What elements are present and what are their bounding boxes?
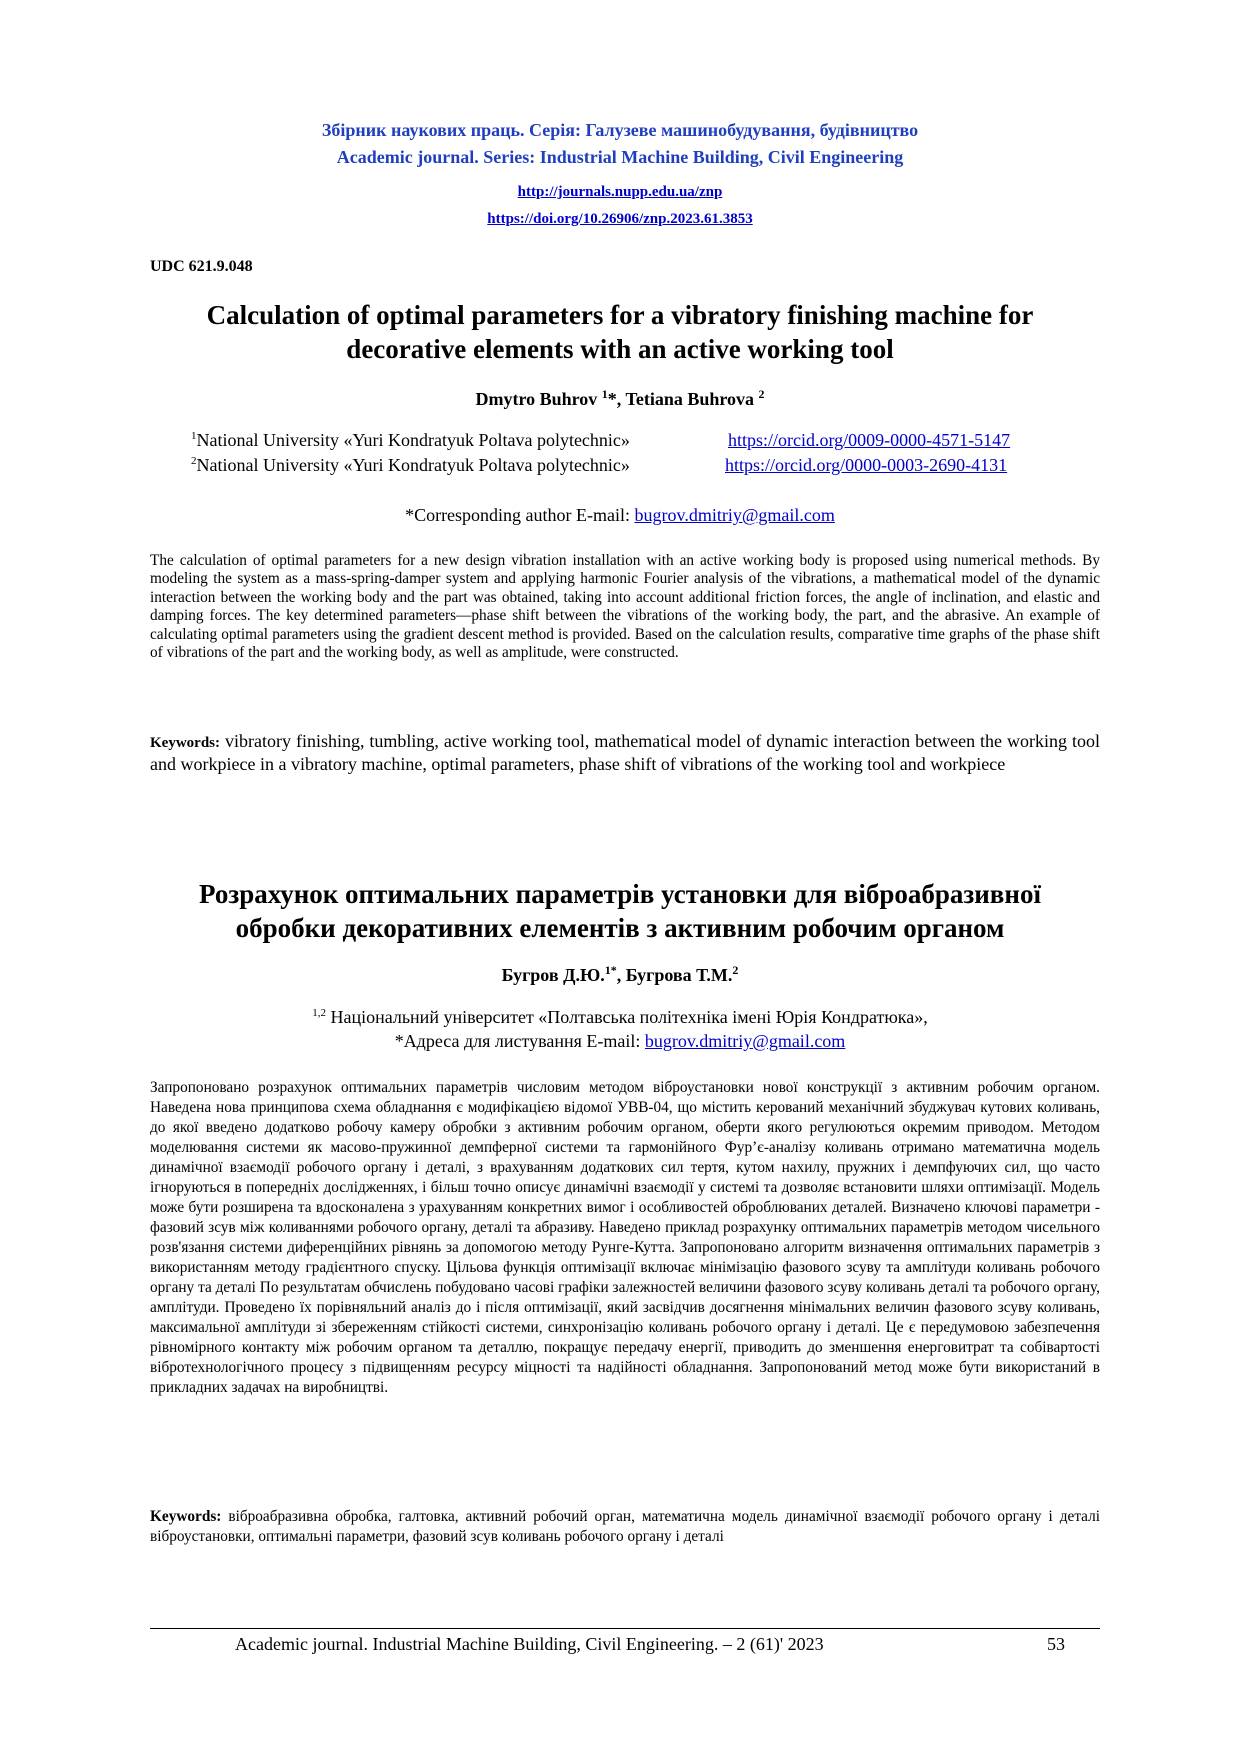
- ua-author-separator: ,: [616, 965, 622, 985]
- keywords-ua-label: Keywords:: [150, 1508, 222, 1525]
- journal-url-link[interactable]: http://journals.nupp.edu.ua/znp: [517, 184, 723, 200]
- keywords-en-text: vibratory finishing, tumbling, active working tool, mathematical model of dynamic interaction between the working tool and workpiece in a vibratory machine, optimal parameters, phase shift of vibrations of the working tool and workpiece: [150, 731, 1100, 774]
- corresponding-author-ua: [0, 1031, 1240, 1052]
- corresponding-author-en: [0, 505, 1240, 526]
- affiliation-2: [191, 455, 630, 476]
- corresponding-email-ua[interactable]: bugrov.dmitriy@gmail.com: [644, 1031, 846, 1051]
- corresponding-email-en[interactable]: bugrov.dmitriy@gmail.com: [634, 505, 835, 525]
- affiliation-1: [191, 430, 630, 451]
- affiliation-1-text: National University «Yuri Kondratyuk Poltava polytechnic»: [196, 430, 630, 450]
- corresponding-label-ua: *Адреса для листування E-mail:: [394, 1031, 641, 1051]
- udc-code: UDC 621.9.048: [150, 258, 253, 275]
- affiliation-1-orcid-wrap: [728, 430, 1010, 451]
- affiliation-2-sup: 2: [191, 455, 197, 467]
- affiliation-ua: [0, 1007, 1240, 1028]
- author1-sup: 1: [601, 387, 608, 401]
- journal-title-ua: Збірник наукових праць. Серія: Галузеве машинобудування, будівництво: [321, 120, 919, 140]
- author2-name: Tetiana Buhrova: [625, 389, 755, 409]
- doi-line: [0, 211, 1240, 228]
- affiliation-2-text: National University «Yuri Kondratyuk Poltava polytechnic»: [196, 455, 630, 475]
- paper-title-ua-line2: обробки декоративних елементів з активним робочим органом: [235, 913, 1005, 943]
- affiliation-2-orcid-link[interactable]: https://orcid.org/0000-0003-2690-4131: [725, 455, 1008, 475]
- affiliation-1-sup: 1: [191, 430, 197, 442]
- ua-author1-sup: 1*: [604, 963, 617, 977]
- author2-sup: 2: [758, 387, 765, 401]
- authors-en: [0, 387, 1240, 410]
- ua-author2-name: Бугрова Т.М.: [625, 965, 733, 985]
- ua-author2-sup: 2: [732, 963, 739, 977]
- journal-title-en: Academic journal. Series: Industrial Machine Building, Civil Engineering: [336, 147, 904, 167]
- affiliation-ua-text: Національний університет «Полтавська політехніка імені Юрія Кондратюка»,: [330, 1007, 928, 1027]
- author1-mark: *,: [607, 389, 622, 409]
- page-number: 53: [1047, 1634, 1065, 1654]
- corresponding-label-en: *Corresponding author E-mail:: [405, 505, 631, 525]
- paper-title-en: [120, 298, 1120, 366]
- affiliation-2-orcid-wrap: [725, 455, 1007, 476]
- paper-title-ua: [120, 877, 1120, 945]
- ua-author1-name: Бугров Д.Ю.: [501, 965, 605, 985]
- footer-rule: [150, 1628, 1100, 1629]
- affiliation-1-orcid-link[interactable]: https://orcid.org/0009-0000-4571-5147: [728, 430, 1011, 450]
- abstract-en: The calculation of optimal parameters for a new design vibration installation with an active working body is proposed using numerical methods. By modeling the system as a mass-spring-damper system and applying harmonic Fourier analysis of the vibrations, a mathematical model of the dynamic interaction between the working body and the part was obtained, taking into account additional friction forces, the angle of inclination, and elastic and damping forces. The key determined parameters—phase shift between the vibrations of the working body, the part, and the abrasive. An example of calculating optimal parameters using the gradient descent method is provided. Based on the calculation results, comparative time graphs of the phase shift of vibrations of the part and the working body, as well as amplitude, were constructed.: [150, 552, 1100, 662]
- keywords-ua-text: віброабразивна обробка, галтовка, активний робочий орган, математична модель динамічної взаємодії робочого органу і деталі віброустановки, оптимальні параметри, фазовий зсув коливань робочого органу і деталі: [150, 1508, 1100, 1545]
- abstract-ua: Запропоновано розрахунок оптимальних параметрів числовим методом віброустановки нової конструкції з активним робочим органом. Наведена нова принципова схема обладнання є модифікацією відомої УВВ-04, що містить керований механічний збуджувач кутових коливань, до якої введено додатково робочу камеру обробки з активним робочим органом, оберти якого регулюються окремим приводом. Методом моделювання системи як масово-пружинної демпферної системи та гармонійного Фур’є-аналізу коливань отримано математична модель динамічної взаємодії робочого органу і деталі, з врахуванням додаткових сил тертя, кутом нахилу, пружних і демпфуючих сил, що часто ігноруються в попередніх дослідженнях, і більш точно описує динамічні взаємодії у системі та дозволяє встановити шляхи оптимізації. Модель може бути розширена та вдосконалена з урахуванням конкретних вимог і особливостей оброблюваних деталей. Визначено ключові параметри - фазовий зсув між коливаннями робочого органу, деталі та абразиву. Наведено приклад розрахунку оптимальних параметрів методом чисельного розв'язання системи диференційних рівнянь за допомогою методу Рунге-Кутта. Запропоновано алгоритм визначення оптимальних параметрів з використанням методу градієнтного спуску. Цільова функція оптимізації включає мінімізацію фазового зсуву та амплітуди коливань робочого органу та деталі По результатам обчислень побудовано часові графіки залежностей величини фазового зсуву коливань деталі та робочого органу, амплітуди. Проведено їх порівняльний аналіз до і після оптимізації, який засвідчив досягнення мінімальних величин фазового зсуву коливань, максимальної амплітуди зі збереженням стійкості системи, синхронізацію коливань робочого органу і деталі. Це є передумовою забезпечення рівномірного контакту між робочим органом та деталлю, покращує передачу енергії, приводить до зменшення енерговитрат та собівартості вібротехнологічного процесу з підвищенням ресурсу міцності та надійності обладнання. Запропонований метод може бути використаний в прикладних задачах на виробництві.: [150, 1079, 1100, 1396]
- journal-url-line: [0, 184, 1240, 201]
- paper-title-en-line2: decorative elements with an active working tool: [346, 334, 894, 364]
- keywords-en: [150, 731, 1100, 775]
- paper-title-en-line1: Calculation of optimal parameters for a vibratory finishing machine for: [206, 300, 1034, 330]
- authors-ua: [0, 963, 1240, 986]
- doi-link[interactable]: https://doi.org/10.26906/znp.2023.61.3853: [487, 211, 753, 227]
- paper-title-ua-line1: Розрахунок оптимальних параметрів установки для віброабразивної: [199, 879, 1041, 909]
- author1-name: Dmytro Buhrov: [475, 389, 598, 409]
- footer-journal: Academic journal. Industrial Machine Building, Civil Engineering. – 2 (61)' 2023: [235, 1634, 824, 1654]
- keywords-en-label: Keywords:: [150, 735, 220, 751]
- affiliation-ua-sup: 1,2: [312, 1007, 326, 1019]
- keywords-ua: [150, 1507, 1100, 1547]
